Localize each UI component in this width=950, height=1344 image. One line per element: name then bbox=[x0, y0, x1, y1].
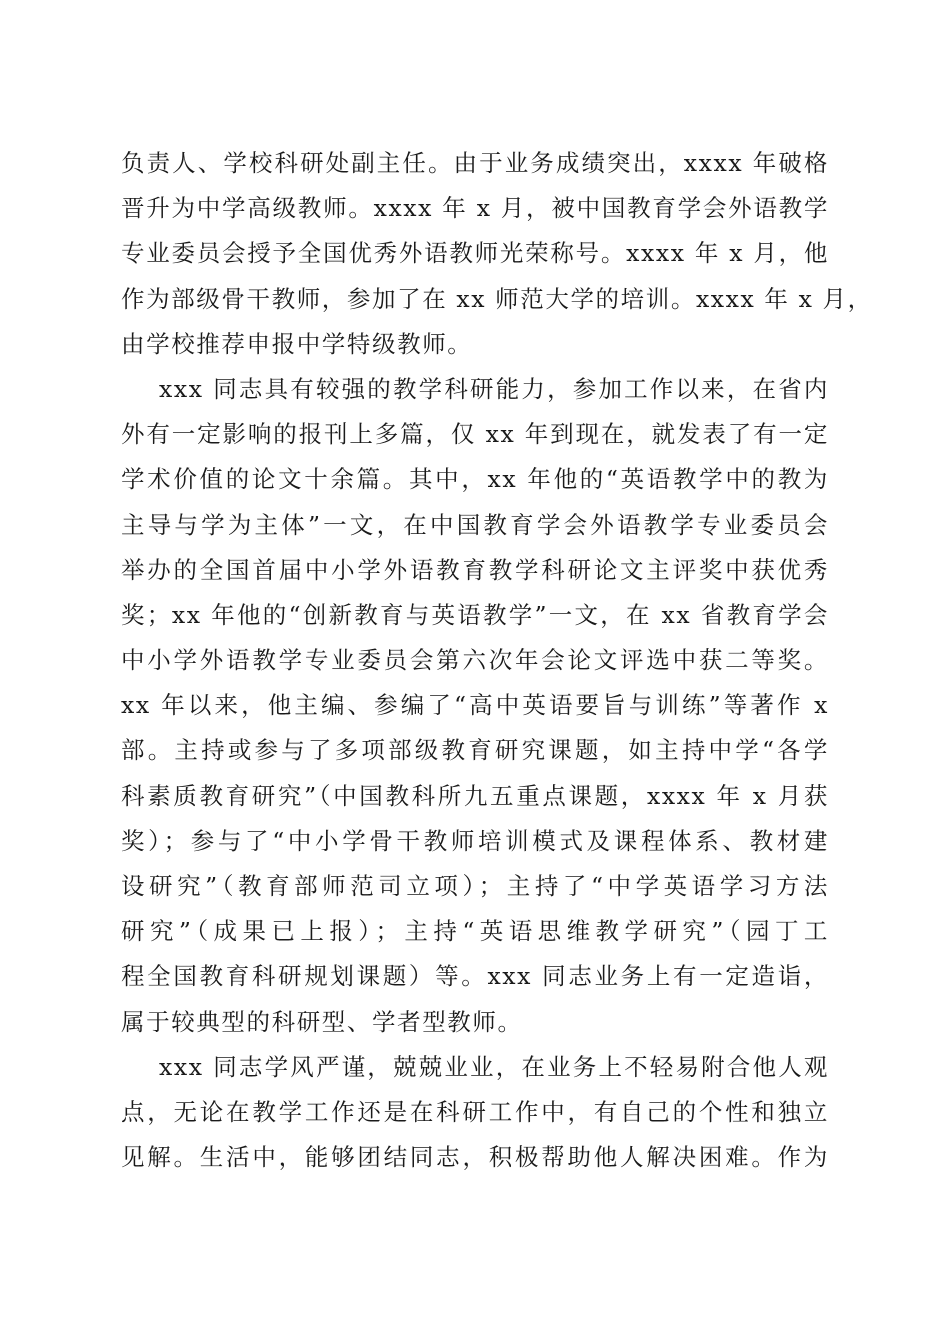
text-line: 部。主持或参与了多项部级教育研究课题，如主持中学“各学 bbox=[121, 736, 829, 765]
document-body bbox=[121, 141, 873, 1180]
text-line: xx 年以来，他主编、参编了“高中英语要旨与训练”等著作 x bbox=[121, 691, 829, 720]
text-line: 由学校推荐申报中学特级教师。 bbox=[121, 329, 473, 358]
text-line: 专业委员会授予全国优秀外语教师光荣称号。xxxx 年 x 月，他 bbox=[121, 239, 829, 268]
text-line: 学术价值的论文十余篇。其中，xx 年他的“英语教学中的教为 bbox=[121, 465, 829, 494]
text-line: 设研究”（教育部师范司立项）；主持了“中学英语学习方法 bbox=[121, 872, 829, 900]
text-line: 主导与学为主体”一文，在中国教育学会外语教学专业委员会 bbox=[121, 510, 829, 539]
text-line: 晋升为中学高级教师。xxxx 年 x 月，被中国教育学会外语教学 bbox=[121, 194, 829, 223]
text-line: 作为部级骨干教师，参加了在 xx 师范大学的培训。xxxx 年 x 月， bbox=[121, 284, 873, 313]
text-line: 举办的全国首届中小学外语教育教学科研论文主评奖中获优秀 bbox=[121, 555, 829, 584]
text-line: 中小学外语教学专业委员会第六次年会论文评选中获二等奖。 bbox=[121, 646, 829, 675]
text-line: 负责人、学校科研处副主任。由于业务成绩突出，xxxx 年破格 bbox=[121, 149, 829, 177]
text-line: xxx 同志学风严谨，兢兢业业，在业务上不轻易附合他人观 bbox=[159, 1052, 829, 1081]
text-line: 外有一定影响的报刊上多篇，仅 xx 年到现在，就发表了有一定 bbox=[121, 420, 829, 449]
text-line: 奖；xx 年他的“创新教育与英语教学”一文，在 xx 省教育学会 bbox=[121, 600, 829, 629]
text-line: 程全国教育科研规划课题）等。xxx 同志业务上有一定造诣， bbox=[121, 962, 829, 991]
text-line: 研究”（成果已上报）；主持“英语思维教学研究”（园丁工 bbox=[121, 917, 829, 946]
text-line: 点，无论在教学工作还是在科研工作中，有自己的个性和独立 bbox=[121, 1097, 829, 1126]
text-line: 奖）；参与了“中小学骨干教师培训模式及课程体系、教材建 bbox=[121, 826, 829, 855]
text-line: 属于较典型的科研型、学者型教师。 bbox=[121, 1007, 523, 1036]
text-line: 科素质教育研究”（中国教科所九五重点课题，xxxx 年 x 月获 bbox=[121, 781, 829, 810]
text-line: 见解。生活中，能够团结同志，积极帮助他人解决困难。作为 bbox=[121, 1143, 829, 1172]
text-line: xxx 同志具有较强的教学科研能力，参加工作以来，在省内 bbox=[159, 374, 829, 403]
